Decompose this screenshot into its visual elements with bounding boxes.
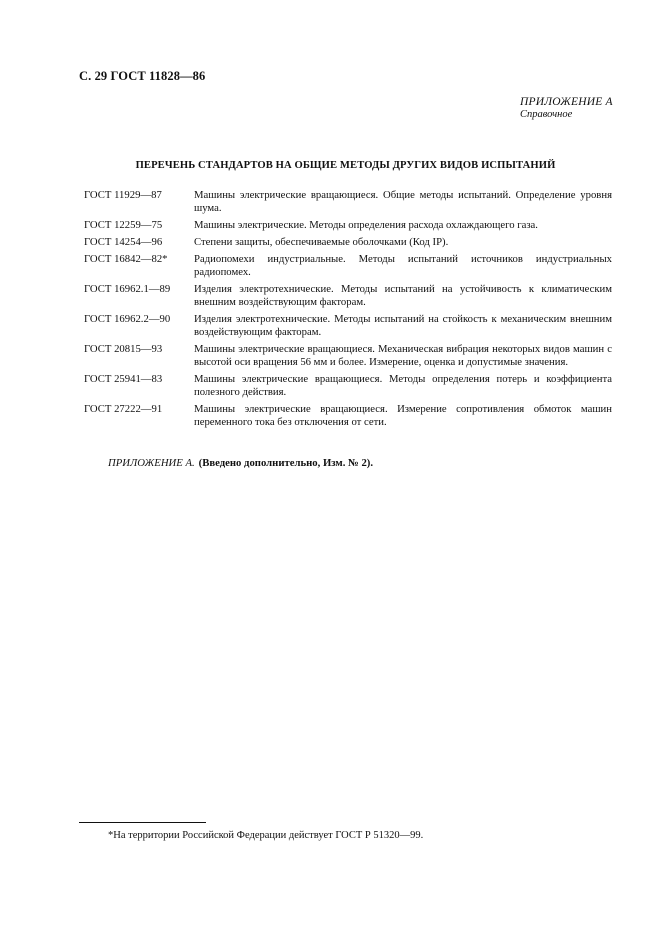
appendix-type: Справочное [520, 109, 573, 120]
standard-description: Машины электрические. Методы определения расхода охлаждающего газа. [194, 219, 538, 231]
list-item [84, 403, 612, 429]
page-header: С. 29 ГОСТ 11828—86 [79, 69, 206, 83]
standard-code: ГОСТ 27222—91 [84, 403, 163, 415]
note-label: ПРИЛОЖЕНИЕ А. [108, 457, 195, 469]
list-item [84, 219, 612, 232]
standard-code: ГОСТ 16962.1—89 [84, 283, 171, 295]
standard-description: Машины электрические вращающиеся. Механическая вибрация некоторых видов машин с высотой оси вращения 56 мм и более. Измерение, оценка и допустимые значения. [194, 343, 612, 368]
standard-code: ГОСТ 20815—93 [84, 343, 163, 355]
standard-code: ГОСТ 16962.2—90 [84, 313, 171, 325]
list-item [84, 236, 612, 249]
standard-code: ГОСТ 11929—87 [84, 189, 162, 201]
standard-description: Машины электрические вращающиеся. Измерение сопротивления обмоток машин переменного тока без отключения от сети. [194, 403, 612, 428]
standard-description: Машины электрические вращающиеся. Методы определения потерь и коэффициента полезного действия. [194, 373, 612, 398]
footnote-divider [79, 822, 206, 823]
standard-description: Изделия электротехнические. Методы испытаний на стойкость к механическим внешним воздействующим факторам. [194, 313, 612, 338]
list-item [84, 373, 612, 399]
standard-description: Радиопомехи индустриальные. Методы испытаний источников индустриальных радиопомех. [194, 253, 612, 278]
standard-description: Степени защиты, обеспечиваемые оболочками (Код IP). [194, 236, 449, 248]
list-item [84, 343, 612, 369]
list-item [84, 313, 612, 339]
footnote: *На территории Российской Федерации действует ГОСТ Р 51320—99. [108, 830, 424, 841]
list-item [84, 283, 612, 309]
standards-list [84, 189, 612, 429]
list-item [84, 189, 612, 215]
standard-code: ГОСТ 25941—83 [84, 373, 163, 385]
appendix-heading [520, 96, 613, 120]
note-text: (Введено дополнительно, Изм. № 2). [198, 457, 374, 469]
amendment-note [108, 457, 373, 469]
standard-description: Машины электрические вращающиеся. Общие методы испытаний. Определение уровня шума. [194, 189, 612, 214]
standard-description: Изделия электротехнические. Методы испытаний на устойчивость к климатическим внешним воздействующим факторам. [194, 283, 612, 308]
standard-code: ГОСТ 14254—96 [84, 236, 163, 248]
list-title: ПЕРЕЧЕНЬ СТАНДАРТОВ НА ОБЩИЕ МЕТОДЫ ДРУГИХ ВИДОВ ИСПЫТАНИЙ [135, 160, 556, 171]
list-item [84, 253, 612, 279]
standard-code: ГОСТ 16842—82* [84, 253, 168, 265]
standard-code: ГОСТ 12259—75 [84, 219, 163, 231]
appendix-label: ПРИЛОЖЕНИЕ А [520, 96, 613, 108]
